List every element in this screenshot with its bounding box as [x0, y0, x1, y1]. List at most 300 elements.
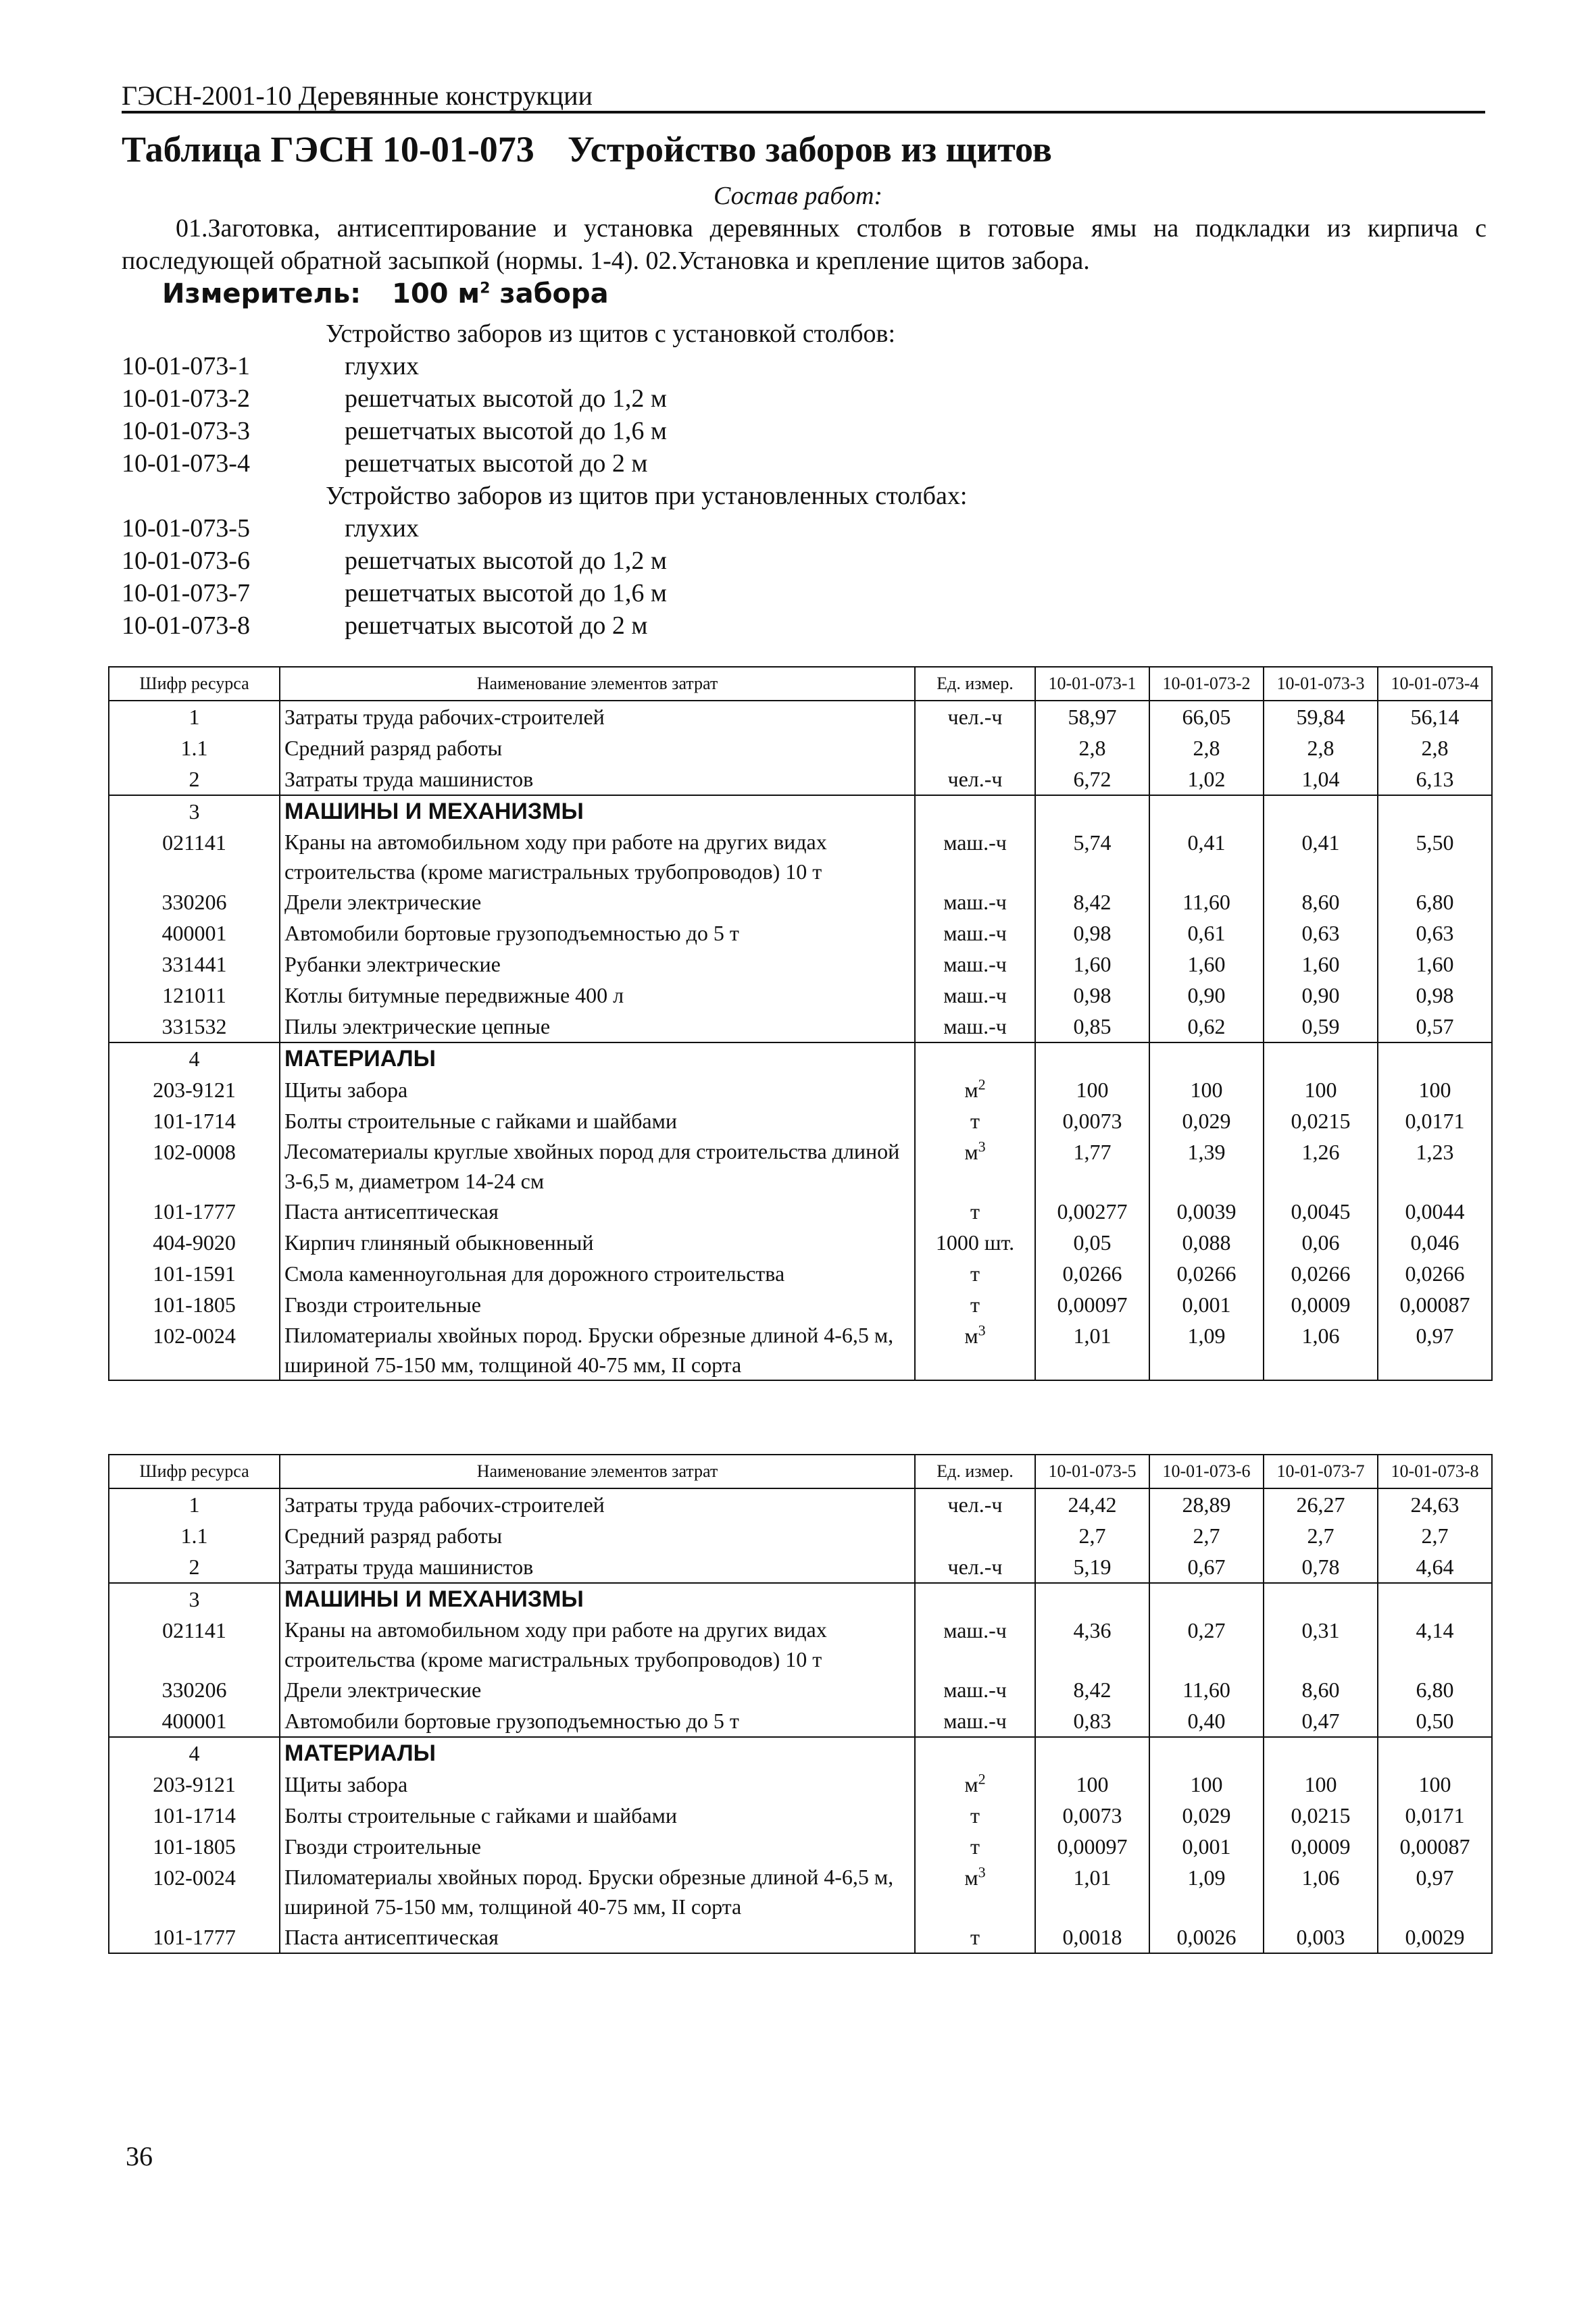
- unit-text: т: [970, 1803, 980, 1828]
- resource-code: 1.1: [109, 1520, 280, 1551]
- table-title: [122, 128, 1052, 170]
- norm-value: 1,01: [1035, 1862, 1149, 1921]
- table-row: [109, 1674, 1492, 1705]
- resource-name: Краны на автомобильном ходу при работе на других видах строительства (кроме магистральных трубопроводов) 10 т: [280, 827, 915, 886]
- norm-value: 0,0044: [1378, 1196, 1492, 1227]
- norm-value: 0,85: [1035, 1011, 1149, 1042]
- header-unit: Ед. измер.: [915, 667, 1035, 701]
- measure-unit: [162, 278, 609, 309]
- norm-value: 0,0171: [1378, 1800, 1492, 1831]
- table-row: [109, 1769, 1492, 1800]
- variant-code: 10-01-073-3: [122, 417, 250, 445]
- norm-value: [1378, 1583, 1492, 1615]
- resource-unit: [915, 1737, 1035, 1769]
- table-row: [109, 917, 1492, 949]
- norm-value: 1,06: [1264, 1320, 1378, 1380]
- norm-value: 4,64: [1378, 1551, 1492, 1583]
- resource-name: Затраты труда рабочих-строителей: [280, 1488, 915, 1520]
- unit-text: т: [970, 1199, 980, 1224]
- table-row: [109, 1705, 1492, 1737]
- unit-text: чел.-ч: [947, 1492, 1003, 1517]
- norm-value: 0,0215: [1264, 1800, 1378, 1831]
- header-name: Наименование элементов затрат: [280, 667, 915, 701]
- table-row: [109, 1488, 1492, 1520]
- resource-unit: [915, 701, 1035, 732]
- norm-value: 0,00087: [1378, 1289, 1492, 1320]
- norm-value: 4,14: [1378, 1615, 1492, 1674]
- norm-value: 0,05: [1035, 1227, 1149, 1258]
- norm-value: 5,19: [1035, 1551, 1149, 1583]
- norm-value: [1264, 1583, 1378, 1615]
- norm-value: 0,00097: [1035, 1289, 1149, 1320]
- resource-name: Щиты забора: [280, 1074, 915, 1105]
- resource-name: Средний разряд работы: [280, 732, 915, 763]
- resource-unit: [915, 795, 1035, 827]
- norm-value: 0,029: [1149, 1800, 1264, 1831]
- unit-text: м: [964, 1078, 978, 1102]
- section-title: МАШИНЫ И МЕХАНИЗМЫ: [280, 1583, 915, 1615]
- norm-value: 0,0026: [1149, 1921, 1264, 1953]
- norm-value: 1,60: [1378, 949, 1492, 980]
- resource-unit: [915, 763, 1035, 795]
- resource-name: Лесоматериалы круглые хвойных пород для строительства длиной 3-6,5 м, диаметром 14-24 см: [280, 1136, 915, 1196]
- resource-code: 331532: [109, 1011, 280, 1042]
- variant-name: глухих: [345, 352, 419, 380]
- unit-text: маш.-ч: [943, 1618, 1007, 1642]
- norm-value: 0,0215: [1264, 1105, 1378, 1136]
- table-row: [109, 949, 1492, 980]
- norm-value: 0,029: [1149, 1105, 1264, 1136]
- resource-code: 404-9020: [109, 1227, 280, 1258]
- resource-name: Гвозди строительные: [280, 1831, 915, 1862]
- norm-value: [1149, 1737, 1264, 1769]
- resource-name: Автомобили бортовые грузоподъемностью до 5 т: [280, 1705, 915, 1737]
- resource-unit: [915, 1583, 1035, 1615]
- header-unit: Ед. измер.: [915, 1455, 1035, 1488]
- norm-value: 0,90: [1264, 980, 1378, 1011]
- unit-text: м: [964, 1140, 978, 1164]
- unit-text: т: [970, 1925, 980, 1949]
- unit-text: маш.-ч: [943, 983, 1007, 1007]
- unit-text: маш.-ч: [943, 1678, 1007, 1702]
- resource-unit: [915, 732, 1035, 763]
- norm-value: 2,8: [1378, 732, 1492, 763]
- norm-value: 1,06: [1264, 1862, 1378, 1921]
- table-section-row: [109, 1583, 1492, 1615]
- resource-unit: [915, 1705, 1035, 1737]
- resource-name: Дрели электрические: [280, 886, 915, 917]
- resource-name: Рубанки электрические: [280, 949, 915, 980]
- norm-value: 8,42: [1035, 1674, 1149, 1705]
- norm-value: [1149, 1583, 1264, 1615]
- norm-value: 1,23: [1378, 1136, 1492, 1196]
- composition-text: 01.Заготовка, антисептирование и установка деревянных столбов в готовые ямы на подкладки из кирпича с последующей обратной засыпкой (нормы. 1-4). 02.Установка и крепление щитов забора.: [122, 214, 1487, 275]
- resource-name: Кирпич глиняный обыкновенный: [280, 1227, 915, 1258]
- norm-value: 2,7: [1149, 1520, 1264, 1551]
- norm-value: 0,00097: [1035, 1831, 1149, 1862]
- resource-code: 2: [109, 1551, 280, 1583]
- composition-label: Состав работ:: [714, 182, 883, 210]
- resource-name: Паста антисептическая: [280, 1921, 915, 1953]
- resource-code: 101-1805: [109, 1289, 280, 1320]
- resource-name: Щиты забора: [280, 1769, 915, 1800]
- table-row: [109, 1520, 1492, 1551]
- norm-value: 6,80: [1378, 886, 1492, 917]
- unit-exponent: 3: [978, 1138, 986, 1155]
- norm-value: 0,0009: [1264, 1289, 1378, 1320]
- resource-unit: [915, 1011, 1035, 1042]
- norm-value: 5,74: [1035, 827, 1149, 886]
- resource-unit: [915, 1105, 1035, 1136]
- norm-value: 0,0171: [1378, 1105, 1492, 1136]
- norm-value: 0,41: [1264, 827, 1378, 886]
- resource-code: 102-0024: [109, 1862, 280, 1921]
- resource-code: 021141: [109, 1615, 280, 1674]
- section-title: МАТЕРИАЛЫ: [280, 1042, 915, 1074]
- table-row: [109, 1074, 1492, 1105]
- resource-name: Автомобили бортовые грузоподъемностью до 5 т: [280, 917, 915, 949]
- unit-text: маш.-ч: [943, 1014, 1007, 1038]
- norm-value: [1035, 1583, 1149, 1615]
- norm-value: 6,80: [1378, 1674, 1492, 1705]
- resource-code: 1: [109, 701, 280, 732]
- norm-value: [1264, 1737, 1378, 1769]
- norm-value: 0,001: [1149, 1289, 1264, 1320]
- resource-code: 101-1591: [109, 1258, 280, 1289]
- norm-value: 1,60: [1264, 949, 1378, 980]
- norm-value: 11,60: [1149, 1674, 1264, 1705]
- variant-name: решетчатых высотой до 1,2 м: [345, 547, 667, 575]
- norm-value: 2,8: [1035, 732, 1149, 763]
- table-row: [109, 1136, 1492, 1196]
- unit-text: т: [970, 1292, 980, 1317]
- header-col-2: 10-01-073-2: [1149, 667, 1264, 701]
- resource-unit: [915, 1136, 1035, 1196]
- norm-value: 0,63: [1378, 917, 1492, 949]
- norm-value: 0,27: [1149, 1615, 1264, 1674]
- norm-value: [1378, 1737, 1492, 1769]
- variant-name: глухих: [345, 514, 419, 543]
- norm-value: 1,09: [1149, 1862, 1264, 1921]
- resource-unit: [915, 1227, 1035, 1258]
- resource-unit: [915, 1921, 1035, 1953]
- norm-value: 0,57: [1378, 1011, 1492, 1042]
- resource-unit: [915, 1551, 1035, 1583]
- norm-value: 66,05: [1149, 701, 1264, 732]
- variant-code: 10-01-073-2: [122, 384, 250, 413]
- norm-value: 0,47: [1264, 1705, 1378, 1737]
- variant-name: решетчатых высотой до 1,2 м: [345, 384, 667, 413]
- unit-exponent: 3: [978, 1322, 986, 1339]
- norm-value: 100: [1264, 1769, 1378, 1800]
- norm-value: 8,60: [1264, 886, 1378, 917]
- norm-value: 0,31: [1264, 1615, 1378, 1674]
- unit-text: маш.-ч: [943, 890, 1007, 914]
- resource-code: 4: [109, 1737, 280, 1769]
- table-section-row: [109, 1737, 1492, 1769]
- resource-table-1: [108, 666, 1493, 1381]
- resource-unit: [915, 1615, 1035, 1674]
- norm-value: 0,63: [1264, 917, 1378, 949]
- table-row: [109, 763, 1492, 795]
- unit-text: маш.-ч: [943, 830, 1007, 855]
- unit-text: м: [964, 1324, 978, 1348]
- measure-value: 100 м: [391, 278, 480, 309]
- header-rule: [122, 111, 1485, 114]
- resource-unit: [915, 1196, 1035, 1227]
- norm-value: 0,98: [1378, 980, 1492, 1011]
- table-row: [109, 1831, 1492, 1862]
- resource-code: 331441: [109, 949, 280, 980]
- resource-name: Краны на автомобильном ходу при работе на других видах строительства (кроме магистральных трубопроводов) 10 т: [280, 1615, 915, 1674]
- norm-value: 0,0266: [1378, 1258, 1492, 1289]
- resource-unit: [915, 949, 1035, 980]
- resource-name: Гвозди строительные: [280, 1289, 915, 1320]
- table-row: [109, 1921, 1492, 1953]
- variant-code: 10-01-073-5: [122, 514, 250, 543]
- unit-exponent: 2: [978, 1770, 986, 1788]
- norm-value: 100: [1149, 1074, 1264, 1105]
- norm-value: 24,63: [1378, 1488, 1492, 1520]
- resource-code: 330206: [109, 886, 280, 917]
- norm-value: 24,42: [1035, 1488, 1149, 1520]
- norm-value: 2,7: [1264, 1520, 1378, 1551]
- norm-value: 0,62: [1149, 1011, 1264, 1042]
- norm-value: 4,36: [1035, 1615, 1149, 1674]
- resource-unit: [915, 1320, 1035, 1380]
- table-header-row: [109, 1455, 1492, 1488]
- norm-value: [1264, 795, 1378, 827]
- norm-value: 100: [1035, 1074, 1149, 1105]
- variant-name: решетчатых высотой до 2 м: [345, 449, 648, 478]
- variant-code: 10-01-073-6: [122, 547, 250, 575]
- measure-sup: 2: [480, 280, 491, 297]
- resource-unit: [915, 1800, 1035, 1831]
- resource-code: 203-9121: [109, 1769, 280, 1800]
- header-name: Наименование элементов затрат: [280, 1455, 915, 1488]
- table-row: [109, 1258, 1492, 1289]
- header-col-4: 10-01-073-4: [1378, 667, 1492, 701]
- norm-value: 1,77: [1035, 1136, 1149, 1196]
- resource-code: 3: [109, 1583, 280, 1615]
- header-col-3: 10-01-073-7: [1264, 1455, 1378, 1488]
- table-row: [109, 1227, 1492, 1258]
- norm-value: 0,98: [1035, 980, 1149, 1011]
- norm-value: 1,09: [1149, 1320, 1264, 1380]
- unit-exponent: 2: [978, 1076, 986, 1093]
- table-row: [109, 1289, 1492, 1320]
- norm-value: 8,42: [1035, 886, 1149, 917]
- resource-code: 2: [109, 763, 280, 795]
- variant-code: 10-01-073-8: [122, 611, 250, 640]
- header-col-4: 10-01-073-8: [1378, 1455, 1492, 1488]
- resource-name: Затраты труда рабочих-строителей: [280, 701, 915, 732]
- resource-code: 1.1: [109, 732, 280, 763]
- page-number: 36: [126, 2141, 153, 2171]
- header-col-3: 10-01-073-3: [1264, 667, 1378, 701]
- norm-value: 1,60: [1035, 949, 1149, 980]
- norm-value: 1,26: [1264, 1136, 1378, 1196]
- norm-value: 0,00277: [1035, 1196, 1149, 1227]
- resource-unit: [915, 1831, 1035, 1862]
- norm-value: 58,97: [1035, 701, 1149, 732]
- unit-exponent: 3: [978, 1863, 986, 1881]
- norm-value: 2,7: [1035, 1520, 1149, 1551]
- measure-suffix: забора: [499, 278, 609, 309]
- norm-value: 0,06: [1264, 1227, 1378, 1258]
- header-code: Шифр ресурса: [109, 667, 280, 701]
- norm-value: 100: [1378, 1769, 1492, 1800]
- variant-group-text: Устройство заборов из щитов при установленных столбах:: [326, 482, 968, 510]
- resource-unit: [915, 980, 1035, 1011]
- variant-name: решетчатых высотой до 1,6 м: [345, 417, 667, 445]
- norm-value: 0,088: [1149, 1227, 1264, 1258]
- resource-unit: [915, 886, 1035, 917]
- resource-name: Болты строительные с гайками и шайбами: [280, 1800, 915, 1831]
- norm-value: 28,89: [1149, 1488, 1264, 1520]
- running-head: ГЭСН-2001-10 Деревянные конструкции: [122, 80, 593, 111]
- unit-text: м: [964, 1865, 978, 1890]
- resource-code: 101-1777: [109, 1196, 280, 1227]
- resource-unit: [915, 1520, 1035, 1551]
- norm-value: 0,0009: [1264, 1831, 1378, 1862]
- variant-code: 10-01-073-7: [122, 579, 250, 607]
- norm-value: 0,0266: [1264, 1258, 1378, 1289]
- resource-code: 330206: [109, 1674, 280, 1705]
- norm-value: 26,27: [1264, 1488, 1378, 1520]
- norm-value: [1149, 1042, 1264, 1074]
- resource-unit: [915, 827, 1035, 886]
- table-header-row: [109, 667, 1492, 701]
- norm-value: [1264, 1042, 1378, 1074]
- table-code: Таблица ГЭСН 10-01-073: [122, 129, 534, 170]
- norm-value: 100: [1149, 1769, 1264, 1800]
- norm-value: 2,8: [1264, 732, 1378, 763]
- resource-name: Пилы электрические цепные: [280, 1011, 915, 1042]
- norm-value: [1035, 795, 1149, 827]
- table-row: [109, 827, 1492, 886]
- table-row: [109, 732, 1492, 763]
- norm-value: 0,0045: [1264, 1196, 1378, 1227]
- norm-value: 0,97: [1378, 1320, 1492, 1380]
- norm-value: 5,50: [1378, 827, 1492, 886]
- norm-value: 0,78: [1264, 1551, 1378, 1583]
- unit-text: чел.-ч: [947, 705, 1003, 729]
- header-code: Шифр ресурса: [109, 1455, 280, 1488]
- table-row: [109, 886, 1492, 917]
- norm-value: 0,61: [1149, 917, 1264, 949]
- norm-value: 0,0073: [1035, 1800, 1149, 1831]
- unit-text: маш.-ч: [943, 1709, 1007, 1733]
- resource-name: Затраты труда машинистов: [280, 763, 915, 795]
- norm-value: 1,02: [1149, 763, 1264, 795]
- variant-code: 10-01-073-4: [122, 449, 250, 478]
- variant-group-text: Устройство заборов из щитов с установкой столбов:: [326, 320, 895, 348]
- resource-name: Пиломатериалы хвойных пород. Бруски обрезные длиной 4-6,5 м, шириной 75-150 мм, толщиной 40-75 мм, II сорта: [280, 1320, 915, 1380]
- norm-value: [1378, 795, 1492, 827]
- norm-value: 0,0029: [1378, 1921, 1492, 1953]
- norm-value: 0,97: [1378, 1862, 1492, 1921]
- norm-value: 8,60: [1264, 1674, 1378, 1705]
- unit-text: чел.-ч: [947, 767, 1003, 791]
- table-row: [109, 1800, 1492, 1831]
- resource-unit: [915, 917, 1035, 949]
- table-section-row: [109, 1042, 1492, 1074]
- norm-value: 0,41: [1149, 827, 1264, 886]
- norm-value: 0,0266: [1035, 1258, 1149, 1289]
- resource-name: Средний разряд работы: [280, 1520, 915, 1551]
- norm-value: 6,13: [1378, 763, 1492, 795]
- table-row: [109, 1105, 1492, 1136]
- resource-code: 3: [109, 795, 280, 827]
- norm-value: 0,90: [1149, 980, 1264, 1011]
- norm-value: [1149, 795, 1264, 827]
- resource-code: 101-1805: [109, 1831, 280, 1862]
- norm-value: 0,046: [1378, 1227, 1492, 1258]
- norm-value: 0,0018: [1035, 1921, 1149, 1953]
- resource-code: 021141: [109, 827, 280, 886]
- resource-name: Котлы битумные передвижные 400 л: [280, 980, 915, 1011]
- resource-code: 400001: [109, 1705, 280, 1737]
- norm-value: 1,60: [1149, 949, 1264, 980]
- variant-name: решетчатых высотой до 1,6 м: [345, 579, 667, 607]
- unit-text: чел.-ч: [947, 1555, 1003, 1579]
- norm-value: 0,83: [1035, 1705, 1149, 1737]
- table-row: [109, 1615, 1492, 1674]
- resource-name: Смола каменноугольная для дорожного строительства: [280, 1258, 915, 1289]
- resource-code: 101-1714: [109, 1105, 280, 1136]
- norm-value: 56,14: [1378, 701, 1492, 732]
- table-row: [109, 701, 1492, 732]
- table-name: Устройство заборов из щитов: [568, 129, 1052, 170]
- header-col-1: 10-01-073-5: [1035, 1455, 1149, 1488]
- header-col-1: 10-01-073-1: [1035, 667, 1149, 701]
- norm-value: 0,0266: [1149, 1258, 1264, 1289]
- resource-code: 101-1714: [109, 1800, 280, 1831]
- resource-code: 101-1777: [109, 1921, 280, 1953]
- resource-unit: [915, 1074, 1035, 1105]
- table-row: [109, 1196, 1492, 1227]
- section-title: МАТЕРИАЛЫ: [280, 1737, 915, 1769]
- resource-name: Болты строительные с гайками и шайбами: [280, 1105, 915, 1136]
- table-row: [109, 1320, 1492, 1380]
- table-row: [109, 980, 1492, 1011]
- norm-value: 0,67: [1149, 1551, 1264, 1583]
- resource-unit: [915, 1488, 1035, 1520]
- norm-value: 0,003: [1264, 1921, 1378, 1953]
- resource-unit: [915, 1769, 1035, 1800]
- header-col-2: 10-01-073-6: [1149, 1455, 1264, 1488]
- resource-unit: [915, 1674, 1035, 1705]
- table-section-row: [109, 795, 1492, 827]
- norm-value: 100: [1378, 1074, 1492, 1105]
- norm-value: [1035, 1737, 1149, 1769]
- resource-code: 4: [109, 1042, 280, 1074]
- norm-value: 0,50: [1378, 1705, 1492, 1737]
- resource-code: 1: [109, 1488, 280, 1520]
- unit-text: 1000 шт.: [935, 1230, 1015, 1255]
- section-title: МАШИНЫ И МЕХАНИЗМЫ: [280, 795, 915, 827]
- unit-text: т: [970, 1109, 980, 1133]
- norm-value: 59,84: [1264, 701, 1378, 732]
- resource-code: 203-9121: [109, 1074, 280, 1105]
- norm-value: 0,0073: [1035, 1105, 1149, 1136]
- norm-value: [1378, 1042, 1492, 1074]
- norm-value: 0,001: [1149, 1831, 1264, 1862]
- resource-code: 400001: [109, 917, 280, 949]
- norm-value: 6,72: [1035, 763, 1149, 795]
- unit-text: маш.-ч: [943, 921, 1007, 945]
